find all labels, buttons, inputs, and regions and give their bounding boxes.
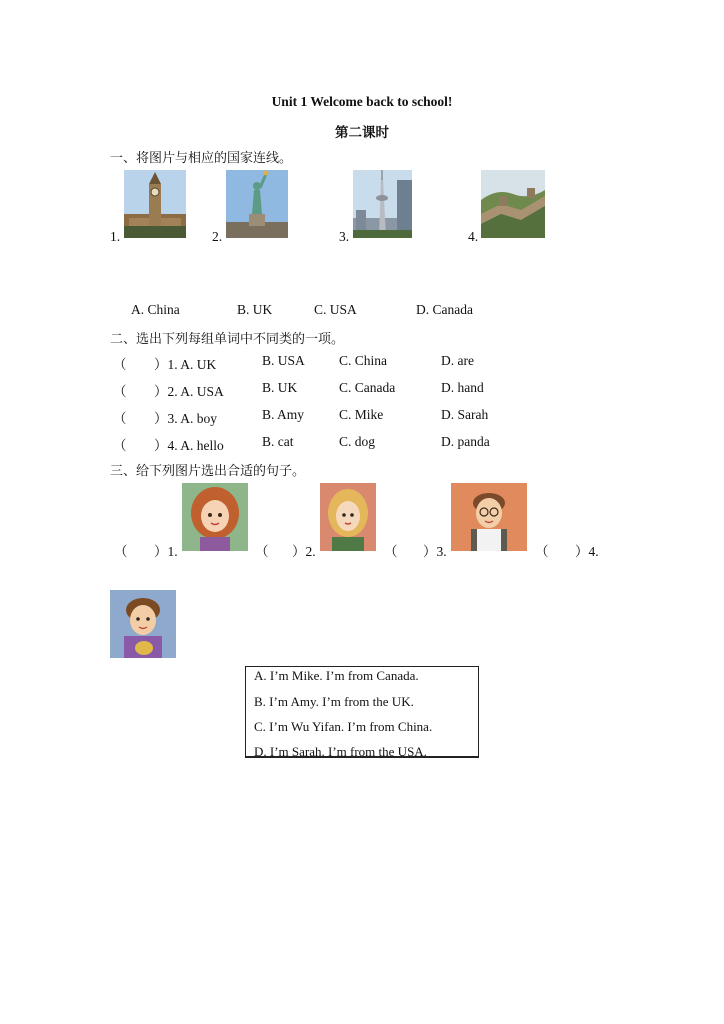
statue-of-liberty-photo [226, 170, 288, 238]
boy-glasses-portrait [451, 483, 527, 551]
boy-brown-hair-portrait [110, 590, 176, 658]
girl-blonde-portrait [320, 483, 376, 551]
big-ben-photo [124, 170, 186, 238]
question-1-option-b: B. USA [262, 353, 305, 368]
picture-number-4: 4. [468, 229, 479, 244]
picture-bracket-open-3: （ [384, 544, 398, 559]
question-1-option-c: C. China [339, 353, 388, 368]
picture-number-2: 2. [212, 229, 223, 244]
section1-heading: 一、将图片与相应的国家连线。 [110, 151, 293, 166]
question-2-option-a: ）2. A. USA [154, 384, 224, 399]
picture-bracket-open-4: （ [535, 544, 549, 559]
lesson-subtitle: 第二课时 [335, 125, 389, 141]
picture-number-1: 1. [110, 229, 121, 244]
question-4-option-a: ）4. A. hello [154, 438, 224, 453]
question-1-option-a: ）1. A. UK [154, 357, 217, 372]
sentence-options-box [245, 666, 479, 758]
picture-label-1: ）1. [154, 544, 178, 559]
question-4-option-b: B. cat [262, 434, 294, 449]
section2-heading: 二、选出下列每组单词中不同类的一项。 [110, 332, 345, 347]
section3-heading: 三、给下列图片选出合适的句子。 [110, 464, 306, 479]
question-4-option-c: C. dog [339, 434, 376, 449]
sentence-option-b: B. I’m Amy. I’m from the UK. [254, 694, 414, 709]
question-1-option-d: D. are [441, 353, 474, 368]
country-option-d: D. Canada [416, 302, 473, 317]
great-wall-photo [481, 170, 545, 238]
sentence-option-c: C. I’m Wu Yifan. I’m from China. [254, 719, 433, 734]
answer-bracket-open: （ [113, 384, 127, 399]
sentence-option-d: D. I’m Sarah. I’m from the USA. [254, 744, 427, 759]
answer-bracket-open: （ [113, 357, 127, 372]
page-title: Unit 1 Welcome back to school! [271, 94, 453, 109]
answer-bracket-open: （ [113, 438, 127, 453]
question-2-option-d: D. hand [441, 380, 484, 395]
country-option-b: B. UK [237, 302, 273, 317]
question-3-option-c: C. Mike [339, 407, 384, 422]
question-4-option-d: D. panda [441, 434, 490, 449]
picture-label-4: ）4. [575, 544, 599, 559]
girl-red-hair-portrait [182, 483, 248, 551]
country-option-c: C. USA [314, 302, 357, 317]
picture-label-2: ）2. [292, 544, 316, 559]
picture-bracket-open-1: （ [114, 544, 128, 559]
question-2-option-c: C. Canada [339, 380, 396, 395]
picture-bracket-open-2: （ [255, 544, 269, 559]
picture-label-3: ）3. [423, 544, 447, 559]
sentence-option-a: A. I’m Mike. I’m from Canada. [254, 668, 419, 683]
picture-number-3: 3. [339, 229, 350, 244]
question-2-option-b: B. UK [262, 380, 298, 395]
question-3-option-b: B. Amy [262, 407, 305, 422]
country-option-a: A. China [131, 302, 180, 317]
answer-bracket-open: （ [113, 411, 127, 426]
question-3-option-d: D. Sarah [441, 407, 489, 422]
cn-tower-photo [353, 170, 412, 238]
question-3-option-a: ）3. A. boy [154, 411, 218, 426]
